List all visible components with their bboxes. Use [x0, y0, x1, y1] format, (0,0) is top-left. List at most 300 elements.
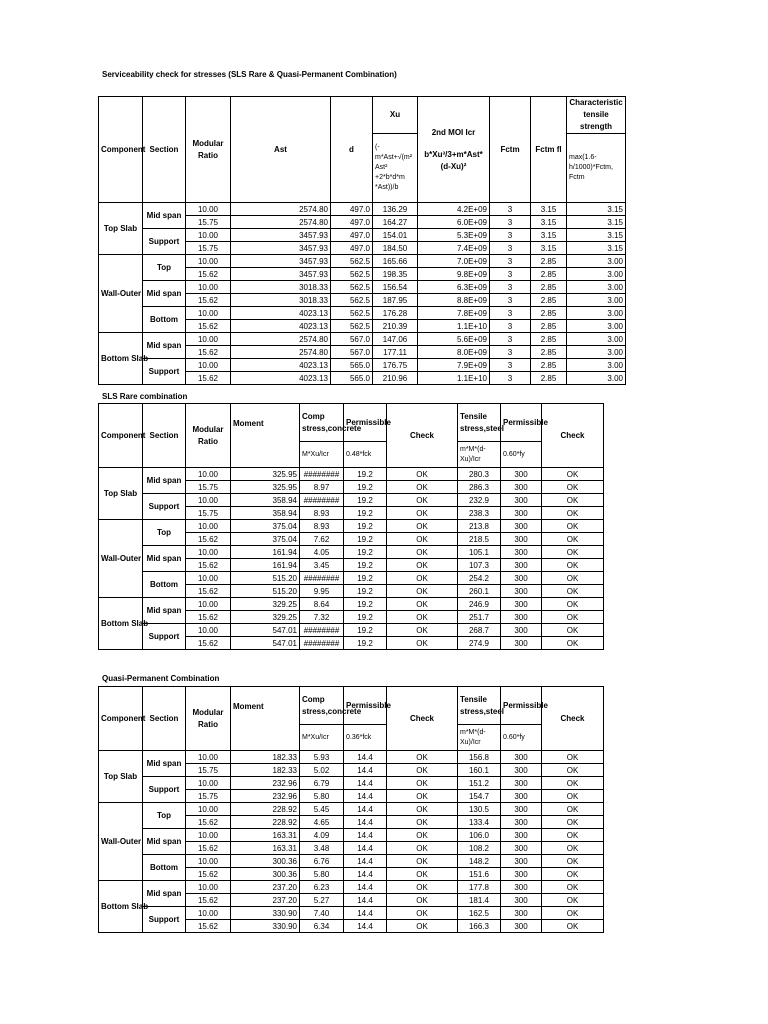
header-check-steel: Check [542, 687, 604, 751]
data-cell: 2.85 [531, 281, 567, 294]
header-modular-ratio: Modular Ratio [186, 97, 231, 203]
table-row [99, 829, 604, 842]
data-cell: OK [387, 611, 458, 624]
header-component: Component [99, 404, 143, 468]
data-cell: 10.00 [186, 598, 231, 611]
data-cell: 6.76 [300, 855, 344, 868]
header-permissible-steel-formula: 0.60*fy [501, 442, 542, 468]
data-cell: OK [542, 559, 604, 572]
data-cell: 218.5 [458, 533, 501, 546]
data-cell: 19.2 [344, 611, 387, 624]
data-cell: 3457.93 [231, 268, 331, 281]
data-cell: 3 [490, 229, 531, 242]
data-cell: 4023.13 [231, 307, 331, 320]
data-cell: 246.9 [458, 598, 501, 611]
data-cell: 3.00 [567, 320, 626, 333]
data-cell: 9.8E+09 [418, 268, 490, 281]
data-cell: 176.28 [373, 307, 418, 320]
data-cell: 228.92 [231, 816, 300, 829]
header-permissible-steel: Permissible [501, 687, 542, 725]
data-cell: OK [387, 868, 458, 881]
component-cell: Wall-Outer [99, 520, 143, 598]
data-cell: 300 [501, 777, 542, 790]
data-cell: 300 [501, 559, 542, 572]
data-cell: 19.2 [344, 507, 387, 520]
section-cell: Support [143, 359, 186, 385]
data-cell: 2.85 [531, 320, 567, 333]
section-cell: Top [143, 255, 186, 281]
table-row [99, 333, 626, 346]
header-comp-stress: Comp stress,concrete [300, 404, 344, 442]
data-cell: 3.15 [531, 203, 567, 216]
data-cell: 15.62 [186, 611, 231, 624]
data-cell: 133.4 [458, 816, 501, 829]
data-cell: OK [387, 881, 458, 894]
data-cell: 300.36 [231, 868, 300, 881]
header-section: Section [143, 687, 186, 751]
data-cell: 515.20 [231, 572, 300, 585]
data-cell: 15.62 [186, 294, 231, 307]
data-cell: 10.00 [186, 777, 231, 790]
table-row [99, 281, 626, 294]
data-cell: 19.2 [344, 494, 387, 507]
data-cell: 148.2 [458, 855, 501, 868]
data-cell: OK [387, 481, 458, 494]
data-cell: OK [387, 624, 458, 637]
data-cell: 2.85 [531, 268, 567, 281]
data-cell: 300 [501, 764, 542, 777]
data-cell: 300 [501, 855, 542, 868]
data-cell: OK [542, 764, 604, 777]
data-cell: 5.80 [300, 868, 344, 881]
data-cell: 2574.80 [231, 203, 331, 216]
component-cell: Top Slab [99, 468, 143, 520]
data-cell: 15.62 [186, 868, 231, 881]
data-cell: 300 [501, 624, 542, 637]
data-cell: 5.93 [300, 751, 344, 764]
data-cell: 7.0E+09 [418, 255, 490, 268]
data-cell: 562.5 [331, 268, 373, 281]
data-cell: OK [387, 507, 458, 520]
data-cell: 10.00 [186, 229, 231, 242]
data-cell: 187.95 [373, 294, 418, 307]
data-cell: 3 [490, 307, 531, 320]
component-cell: Top Slab [99, 751, 143, 803]
data-cell: 10.00 [186, 881, 231, 894]
data-cell: 3 [490, 333, 531, 346]
data-cell: 19.2 [344, 559, 387, 572]
data-cell: 6.0E+09 [418, 216, 490, 229]
data-cell: 325.95 [231, 481, 300, 494]
table-body [99, 751, 604, 933]
data-cell: 163.31 [231, 842, 300, 855]
data-cell: 19.2 [344, 533, 387, 546]
header-component: Component [99, 97, 143, 203]
table-row [99, 572, 604, 585]
data-cell: 14.4 [344, 920, 387, 933]
data-cell: 15.75 [186, 481, 231, 494]
data-cell: 14.4 [344, 751, 387, 764]
table-row [99, 229, 626, 242]
table-body [99, 468, 604, 650]
header-component: Component [99, 687, 143, 751]
section-cell: Mid span [143, 546, 186, 572]
data-cell: OK [542, 868, 604, 881]
data-cell: ######## [300, 494, 344, 507]
data-cell: OK [387, 533, 458, 546]
data-cell: 181.4 [458, 894, 501, 907]
data-cell: 300 [501, 907, 542, 920]
data-cell: 151.6 [458, 868, 501, 881]
data-cell: 300 [501, 507, 542, 520]
data-cell: 3 [490, 203, 531, 216]
data-cell: OK [387, 468, 458, 481]
data-cell: OK [542, 533, 604, 546]
data-cell: 4.2E+09 [418, 203, 490, 216]
data-cell: 300 [501, 611, 542, 624]
data-cell: OK [542, 855, 604, 868]
data-cell: 14.4 [344, 829, 387, 842]
header-check-steel: Check [542, 404, 604, 468]
data-cell: 19.2 [344, 572, 387, 585]
data-cell: 300 [501, 468, 542, 481]
data-cell: 14.4 [344, 764, 387, 777]
data-cell: 15.62 [186, 559, 231, 572]
data-cell: 2.85 [531, 372, 567, 385]
data-cell: OK [387, 842, 458, 855]
data-cell: 10.00 [186, 803, 231, 816]
data-cell: 6.34 [300, 920, 344, 933]
data-cell: 7.9E+09 [418, 359, 490, 372]
header-ast: Ast [231, 97, 331, 203]
data-cell: 10.00 [186, 624, 231, 637]
data-cell: 497.0 [331, 203, 373, 216]
data-cell: OK [387, 764, 458, 777]
data-cell: 7.32 [300, 611, 344, 624]
table-row [99, 520, 604, 533]
data-cell: 2574.80 [231, 216, 331, 229]
data-cell: OK [542, 907, 604, 920]
data-cell: OK [387, 585, 458, 598]
data-cell: OK [542, 637, 604, 650]
data-cell: 330.90 [231, 920, 300, 933]
data-cell: 497.0 [331, 242, 373, 255]
data-cell: 19.2 [344, 546, 387, 559]
data-cell: OK [542, 751, 604, 764]
data-cell: OK [542, 777, 604, 790]
data-cell: 300 [501, 816, 542, 829]
data-cell: 3.00 [567, 346, 626, 359]
data-cell: 3 [490, 346, 531, 359]
data-cell: 198.35 [373, 268, 418, 281]
data-cell: 300 [501, 520, 542, 533]
data-cell: 375.04 [231, 533, 300, 546]
header-permissible-steel-formula: 0.60*fy [501, 725, 542, 751]
data-cell: 3.00 [567, 372, 626, 385]
data-cell: OK [542, 803, 604, 816]
data-cell: OK [542, 520, 604, 533]
data-cell: 14.4 [344, 907, 387, 920]
data-cell: 163.31 [231, 829, 300, 842]
data-cell: 3 [490, 216, 531, 229]
header-check-concrete: Check [387, 687, 458, 751]
data-cell: 10.00 [186, 494, 231, 507]
data-cell: OK [542, 790, 604, 803]
data-cell: 3018.33 [231, 294, 331, 307]
data-cell: 562.5 [331, 294, 373, 307]
data-cell: 3.48 [300, 842, 344, 855]
data-cell: 2.85 [531, 307, 567, 320]
data-cell: OK [542, 507, 604, 520]
table-row [99, 881, 604, 894]
data-cell: 3 [490, 320, 531, 333]
data-cell: 19.2 [344, 468, 387, 481]
table-sls-rare [98, 403, 604, 650]
data-cell: 10.00 [186, 333, 231, 346]
header-fctm: Fctm [490, 97, 531, 203]
header-moment: Moment [231, 404, 300, 468]
data-cell: 300 [501, 481, 542, 494]
table-row [99, 907, 604, 920]
data-cell: 161.94 [231, 546, 300, 559]
header-section: Section [143, 404, 186, 468]
data-cell: 108.2 [458, 842, 501, 855]
data-cell: 15.75 [186, 790, 231, 803]
data-cell: ######## [300, 468, 344, 481]
data-cell: 7.4E+09 [418, 242, 490, 255]
data-cell: 300 [501, 572, 542, 585]
data-cell: OK [387, 829, 458, 842]
data-cell: 9.95 [300, 585, 344, 598]
section-cell: Mid span [143, 281, 186, 307]
data-cell: 300 [501, 881, 542, 894]
data-cell: OK [542, 920, 604, 933]
data-cell: 15.75 [186, 764, 231, 777]
data-cell: 2.85 [531, 333, 567, 346]
data-cell: 300 [501, 790, 542, 803]
data-cell: 5.6E+09 [418, 333, 490, 346]
data-cell: 2574.80 [231, 346, 331, 359]
data-cell: 3.00 [567, 359, 626, 372]
data-cell: 300 [501, 598, 542, 611]
data-cell: 3.15 [567, 242, 626, 255]
data-cell: 300 [501, 637, 542, 650]
data-cell: 268.7 [458, 624, 501, 637]
data-cell: 15.62 [186, 894, 231, 907]
data-cell: OK [542, 494, 604, 507]
header-moi [418, 97, 490, 203]
data-cell: 15.62 [186, 346, 231, 359]
data-cell: 562.5 [331, 255, 373, 268]
header-permissible-concrete: Permissible [344, 687, 387, 725]
data-cell: 15.62 [186, 816, 231, 829]
data-cell: OK [542, 881, 604, 894]
data-cell: 4023.13 [231, 359, 331, 372]
data-cell: 3457.93 [231, 229, 331, 242]
data-cell: 8.8E+09 [418, 294, 490, 307]
data-cell: 5.02 [300, 764, 344, 777]
data-cell: 156.54 [373, 281, 418, 294]
table-body [99, 203, 626, 385]
header-xu: Xu [373, 97, 418, 134]
data-cell: 10.00 [186, 572, 231, 585]
data-cell: 3.15 [567, 216, 626, 229]
table-row [99, 494, 604, 507]
data-cell: 565.0 [331, 372, 373, 385]
data-cell: 19.2 [344, 598, 387, 611]
data-cell: 164.27 [373, 216, 418, 229]
data-cell: 358.94 [231, 494, 300, 507]
data-cell: 14.4 [344, 894, 387, 907]
data-cell: 3.00 [567, 281, 626, 294]
data-cell: OK [387, 546, 458, 559]
data-cell: 213.8 [458, 520, 501, 533]
data-cell: 2.85 [531, 359, 567, 372]
data-cell: 15.75 [186, 216, 231, 229]
table-row [99, 255, 626, 268]
data-cell: OK [387, 572, 458, 585]
data-cell: 2.85 [531, 255, 567, 268]
data-cell: 14.4 [344, 881, 387, 894]
data-cell: 562.5 [331, 307, 373, 320]
component-cell: Top Slab [99, 203, 143, 255]
data-cell: 237.20 [231, 894, 300, 907]
data-cell: 7.40 [300, 907, 344, 920]
data-cell: OK [387, 816, 458, 829]
table-row [99, 624, 604, 637]
section-cell: Mid span [143, 829, 186, 855]
data-cell: 3457.93 [231, 242, 331, 255]
data-cell: 3.15 [531, 242, 567, 255]
data-cell: 15.62 [186, 637, 231, 650]
data-cell: 4023.13 [231, 372, 331, 385]
component-cell: Bottom Slab [99, 598, 143, 650]
section-cell: Mid span [143, 881, 186, 907]
data-cell: 4.05 [300, 546, 344, 559]
section-cell: Bottom [143, 307, 186, 333]
data-cell: 3.00 [567, 294, 626, 307]
data-cell: 10.00 [186, 468, 231, 481]
header-section: Section [143, 97, 186, 203]
data-cell: 156.8 [458, 751, 501, 764]
component-cell: Bottom Slab [99, 881, 143, 933]
data-cell: 10.00 [186, 307, 231, 320]
table-quasi-permanent [98, 686, 604, 933]
data-cell: 6.3E+09 [418, 281, 490, 294]
data-cell: 10.00 [186, 751, 231, 764]
data-cell: 182.33 [231, 764, 300, 777]
table-row [99, 751, 604, 764]
data-cell: 8.64 [300, 598, 344, 611]
section-cell: Support [143, 624, 186, 650]
data-cell: 14.4 [344, 790, 387, 803]
header-tensile-formula: m*M*(d-Xu)/Icr [458, 725, 501, 751]
data-cell: 1.1E+10 [418, 320, 490, 333]
data-cell: 166.3 [458, 920, 501, 933]
table-row [99, 803, 604, 816]
data-cell: OK [387, 920, 458, 933]
section-cell: Mid span [143, 203, 186, 229]
component-cell: Wall-Outer [99, 255, 143, 333]
data-cell: 562.5 [331, 320, 373, 333]
data-cell: 325.95 [231, 468, 300, 481]
header-d: d [331, 97, 373, 203]
data-cell: 3.00 [567, 333, 626, 346]
component-cell: Wall-Outer [99, 803, 143, 881]
header-moi-formula: b*Xu³/3+m*Ast*(d-Xu)² [424, 149, 483, 171]
data-cell: OK [387, 520, 458, 533]
header-comp-stress: Comp stress,concrete [300, 687, 344, 725]
data-cell: 375.04 [231, 520, 300, 533]
data-cell: 300 [501, 868, 542, 881]
data-cell: 300 [501, 803, 542, 816]
section-cell: Support [143, 229, 186, 255]
header-comp-formula: M*Xu/Icr [300, 442, 344, 468]
data-cell: 154.7 [458, 790, 501, 803]
data-cell: 3 [490, 359, 531, 372]
data-cell: 10.00 [186, 855, 231, 868]
data-cell: 8.93 [300, 520, 344, 533]
data-cell: OK [542, 624, 604, 637]
data-cell: 15.75 [186, 242, 231, 255]
data-cell: 4.65 [300, 816, 344, 829]
data-cell: 184.50 [373, 242, 418, 255]
data-cell: 300 [501, 920, 542, 933]
data-cell: 358.94 [231, 507, 300, 520]
data-cell: 3.15 [567, 229, 626, 242]
data-cell: 147.06 [373, 333, 418, 346]
data-cell: 330.90 [231, 907, 300, 920]
data-cell: 2.85 [531, 346, 567, 359]
data-cell: OK [542, 829, 604, 842]
data-cell: OK [542, 816, 604, 829]
data-cell: 3.15 [531, 229, 567, 242]
data-cell: 10.00 [186, 359, 231, 372]
header-moment: Moment [231, 687, 300, 751]
section-cell: Mid span [143, 598, 186, 624]
data-cell: 14.4 [344, 816, 387, 829]
data-cell: 5.27 [300, 894, 344, 907]
table-row [99, 468, 604, 481]
data-cell: 3 [490, 255, 531, 268]
title-sls-rare: SLS Rare combination [102, 392, 188, 401]
data-cell: OK [542, 894, 604, 907]
data-cell: 19.2 [344, 624, 387, 637]
section-cell: Top [143, 520, 186, 546]
data-cell: 151.2 [458, 777, 501, 790]
data-cell: 567.0 [331, 333, 373, 346]
data-cell: 15.62 [186, 533, 231, 546]
data-cell: 3 [490, 372, 531, 385]
header-characteristic: Characteristic tensile strength [567, 97, 626, 134]
data-cell: 8.97 [300, 481, 344, 494]
data-cell: 15.62 [186, 320, 231, 333]
data-cell: 2.85 [531, 294, 567, 307]
data-cell: 280.3 [458, 468, 501, 481]
data-cell: 19.2 [344, 481, 387, 494]
title-serviceability: Serviceability check for stresses (SLS Rare & Quasi-Permanent Combination) [102, 70, 397, 79]
data-cell: 3.00 [567, 268, 626, 281]
table-row [99, 598, 604, 611]
data-cell: 232.9 [458, 494, 501, 507]
table-row [99, 203, 626, 216]
data-cell: 251.7 [458, 611, 501, 624]
data-cell: OK [387, 855, 458, 868]
data-cell: 3.15 [567, 203, 626, 216]
data-cell: 14.4 [344, 777, 387, 790]
data-cell: 260.1 [458, 585, 501, 598]
data-cell: 3 [490, 242, 531, 255]
